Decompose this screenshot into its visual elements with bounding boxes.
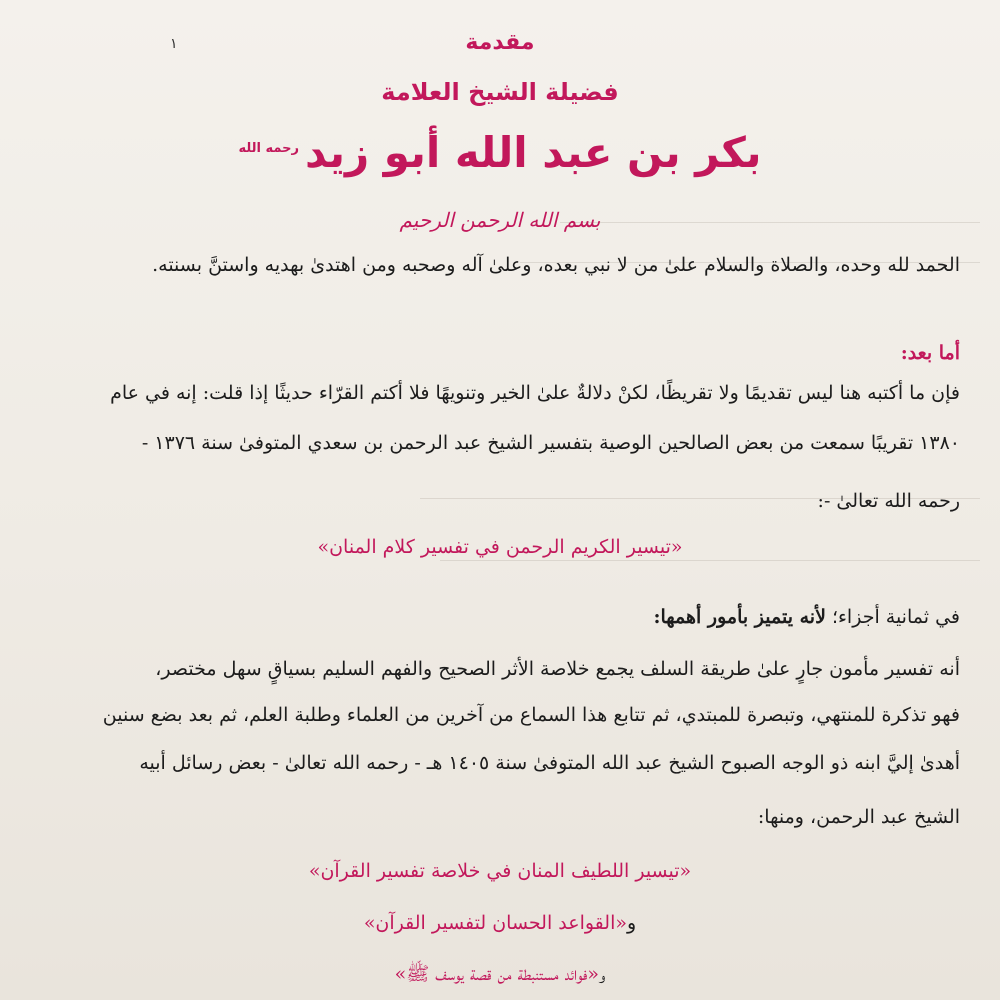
book-title-3 (0, 912, 1000, 934)
book-title-4 (0, 962, 1000, 990)
line6-part-b: لأنه يتميز بأمور أهمها: (653, 606, 826, 628)
body-line-8: فهو تذكرة للمنتهي، وتبصرة للمبتدي، ثم تتابع هذا السماع من آخرين من العلماء وطلبة العلم، ثم بعد بضع سنين (102, 704, 960, 726)
page-number: ١ (170, 36, 178, 52)
conjunction: و (599, 963, 606, 985)
show-through-line (440, 560, 980, 561)
body-line-7: أنه تفسير مأمون جارٍ علىٰ طريقة السلف يجمع خلاصة الأثر الصحيح والفهم السليم بسياقٍ سهل مختصر، (155, 658, 960, 680)
body-line-5: رحمه الله تعالىٰ -: (817, 490, 960, 512)
book-title-4-text: «فوائد مستنبطة من قصة يوسف ﷺ» (394, 963, 600, 985)
amma-bad-label: أما بعد: (900, 342, 960, 364)
basmala: بسم الله الرحمن الرحيم (399, 208, 601, 232)
body-line-1: الحمد لله وحده، والصلاة والسلام علىٰ من لا نبي بعده، وعلىٰ آله وصحبه ومن اهتدىٰ بهديه واستنَّ بسنته. (152, 254, 960, 276)
body-line-3: فإن ما أكتبه هنا ليس تقديمًا ولا تقريظًا، لكنْ دلالةٌ علىٰ الخير وتنويهًا فلا أكتم القرّاء حديثًا إذا قلت: إنه في عام (110, 382, 960, 404)
book-title-1: «تيسير الكريم الرحمن في تفسير كلام المنان» (317, 536, 683, 558)
heading-intro: مقدمة (465, 30, 535, 55)
heading-author-name (0, 128, 1000, 177)
body-line-6 (0, 606, 960, 628)
section-label-amma-bad (0, 342, 960, 364)
book-title-3-text: «القواعد الحسان لتفسير القرآن» (363, 912, 627, 934)
honorific-glyph: رحمه الله (238, 141, 299, 156)
heading-title: فضيلة الشيخ العلامة (381, 78, 619, 106)
body-line-4: ١٣٨٠ تقريبًا سمعت من بعض الصالحين الوصية بتفسير الشيخ عبد الرحمن بن سعدي المتوفىٰ سنة ١٣٧٦ - (141, 432, 960, 454)
book-title-2: «تيسير اللطيف المنان في خلاصة تفسير القرآن» (308, 860, 692, 882)
line6-part-a: في ثمانية أجزاء؛ (825, 606, 960, 628)
author-name: بكر بن عبد الله أبو زيد (304, 128, 762, 177)
body-line-9: أهدىٰ إليَّ ابنه ذو الوجه الصبوح الشيخ عبد الله المتوفىٰ سنة ١٤٠٥ هـ - رحمه الله تعالىٰ - بعض رسائل أبيه (139, 752, 960, 774)
conjunction: و (626, 912, 637, 934)
body-line-10: الشيخ عبد الرحمن، ومنها: (757, 806, 960, 828)
